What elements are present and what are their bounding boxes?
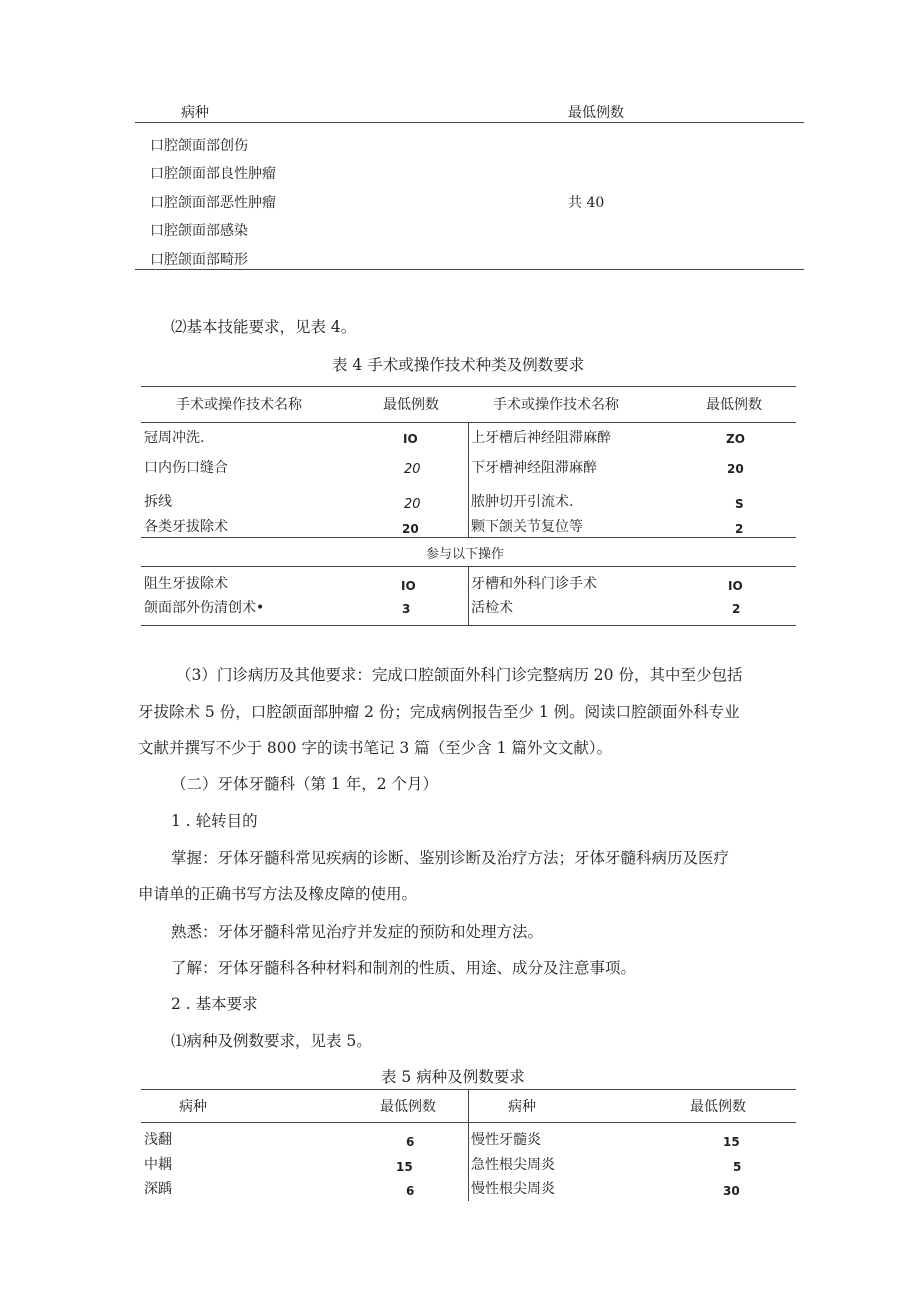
table5-cell: 急性根尖周炎: [471, 1157, 555, 1173]
table5-cell: 5: [733, 1160, 742, 1174]
table4-divider-lower: [468, 566, 469, 625]
table4-cell: 阻生牙拔除术: [144, 576, 228, 592]
table5-cell: 慢性根尖周炎: [471, 1181, 555, 1197]
table5-cell: 30: [723, 1184, 740, 1198]
table4-cell: 2: [732, 602, 741, 616]
para-skill-requirement: ⑵基本技能要求，见表 4。: [171, 318, 357, 336]
table5-header-count1: 最低例数: [380, 1099, 436, 1115]
table4-cell: 活检术: [471, 600, 513, 616]
table4-cell: 20: [402, 522, 419, 536]
table4-cell: 下牙槽神经阻滞麻醉: [471, 460, 597, 476]
table5-cell: 中耦: [144, 1157, 172, 1173]
table4-cell: 颗下颌关节复位等: [471, 519, 583, 535]
table4-cell: 2: [735, 522, 744, 536]
table5-divider: [468, 1089, 469, 1201]
table5-header-disease1: 病种: [179, 1099, 207, 1115]
table5-cell: 深踽: [144, 1181, 172, 1197]
table4-mid-rule: [141, 537, 796, 538]
table5-header-disease2: 病种: [508, 1099, 536, 1115]
table4-cell: 口内伤口缝合: [144, 460, 228, 476]
table4-cell: IO: [403, 432, 418, 446]
table4-cell: 各类牙拔除术: [144, 519, 228, 535]
table3-header-disease: 病种: [181, 105, 209, 121]
table4-header-name2: 手术或操作技术名称: [493, 397, 619, 413]
table4-cell: 颌面部外伤清创术•: [144, 600, 265, 616]
table5-header-count2: 最低例数: [690, 1099, 746, 1115]
table4-cell: 3: [402, 602, 411, 616]
table5-cell: 浅翻: [144, 1132, 172, 1148]
table5-cell: 15: [723, 1135, 740, 1149]
para-understand: 了解：牙体牙髓科各种材料和制剂的性质、用途、成分及注意事项。: [171, 959, 637, 977]
table4-divider-upper: [468, 422, 469, 537]
table3-row: 口腔颌面部良性肿瘤: [150, 166, 276, 182]
table3-header-rule: [135, 122, 804, 123]
table4-bottom-rule: [141, 625, 796, 626]
table4-cell: 拆线: [144, 494, 172, 510]
section-heading-endodontics: （二）牙体牙髓科（第 1 年，2 个月）: [171, 775, 439, 793]
para-outpatient-line3: 文献并撰写不少于 800 字的读书笔记 3 篇（至少含 1 篇外文文献）。: [138, 739, 613, 757]
table4-cell: 20: [727, 462, 744, 476]
table3-header-count: 最低例数: [568, 105, 624, 121]
table4-header-name1: 手术或操作技术名称: [176, 397, 302, 413]
para-familiar: 熟悉：牙体牙髓科常见治疗并发症的预防和处理方法。: [171, 923, 544, 941]
item-basic-requirements: 2 . 基本要求: [171, 995, 258, 1013]
table5-cell: 慢性牙髓炎: [471, 1132, 541, 1148]
table4-header-count1: 最低例数: [383, 397, 439, 413]
table4-cell: ZO: [726, 432, 745, 446]
table3-row: 口腔颌面部感染: [150, 223, 248, 239]
table4-header-count2: 最低例数: [706, 397, 762, 413]
para-master-line1: 掌握：牙体牙髓科常见疾病的诊断、鉴别诊断及治疗方法；牙体牙髓科病历及医疗: [171, 849, 730, 867]
para-outpatient-line2: 牙拔除术 5 份，口腔颌面部肿瘤 2 份；完成病例报告至少 1 例。阅读口腔颌面外科专业: [138, 703, 740, 721]
table5-cell: 6: [406, 1135, 415, 1149]
para-master-line2: 申请单的正确书写方法及橡皮障的使用。: [138, 885, 418, 903]
table3-row: 口腔颌面部畸形: [150, 252, 248, 268]
table5-cell: 6: [406, 1184, 415, 1198]
table4-caption: 表 4 手术或操作技术种类及例数要求: [332, 356, 585, 374]
table4-cell: 冠周冲洗.: [144, 430, 205, 446]
table4-cell: IO: [401, 579, 416, 593]
table5-caption: 表 5 病种及例数要求: [381, 1068, 525, 1086]
table3-bottom-rule: [135, 269, 804, 270]
table4-cell: S: [735, 497, 744, 511]
table4-cell: 20: [404, 497, 421, 512]
table3-total: 共 40: [568, 195, 605, 211]
table4-cell: 牙槽和外科门诊手术: [471, 576, 597, 592]
table4-participate-label: 参与以下操作: [426, 547, 505, 562]
para-outpatient-line1: （3）门诊病历及其他要求：完成口腔颌面外科门诊完整病历 20 份，其中至少包括: [176, 666, 743, 684]
table4-cell: 上牙槽后神经阻滞麻醉: [471, 430, 611, 446]
table4-cell: 20: [404, 462, 421, 477]
table4-cell: 脓肿切开引流术.: [471, 494, 574, 510]
table4-cell: IO: [728, 579, 743, 593]
table3-row: 口腔颌面部创伤: [150, 138, 248, 154]
table5-cell: 15: [396, 1160, 413, 1174]
table4-top-rule: [141, 386, 796, 387]
item-rotation-purpose: 1 . 轮转目的: [171, 812, 258, 830]
table3-row: 口腔颌面部恶性肿瘤: [150, 195, 276, 211]
para-disease-requirement: ⑴病种及例数要求，见表 5。: [171, 1032, 372, 1050]
